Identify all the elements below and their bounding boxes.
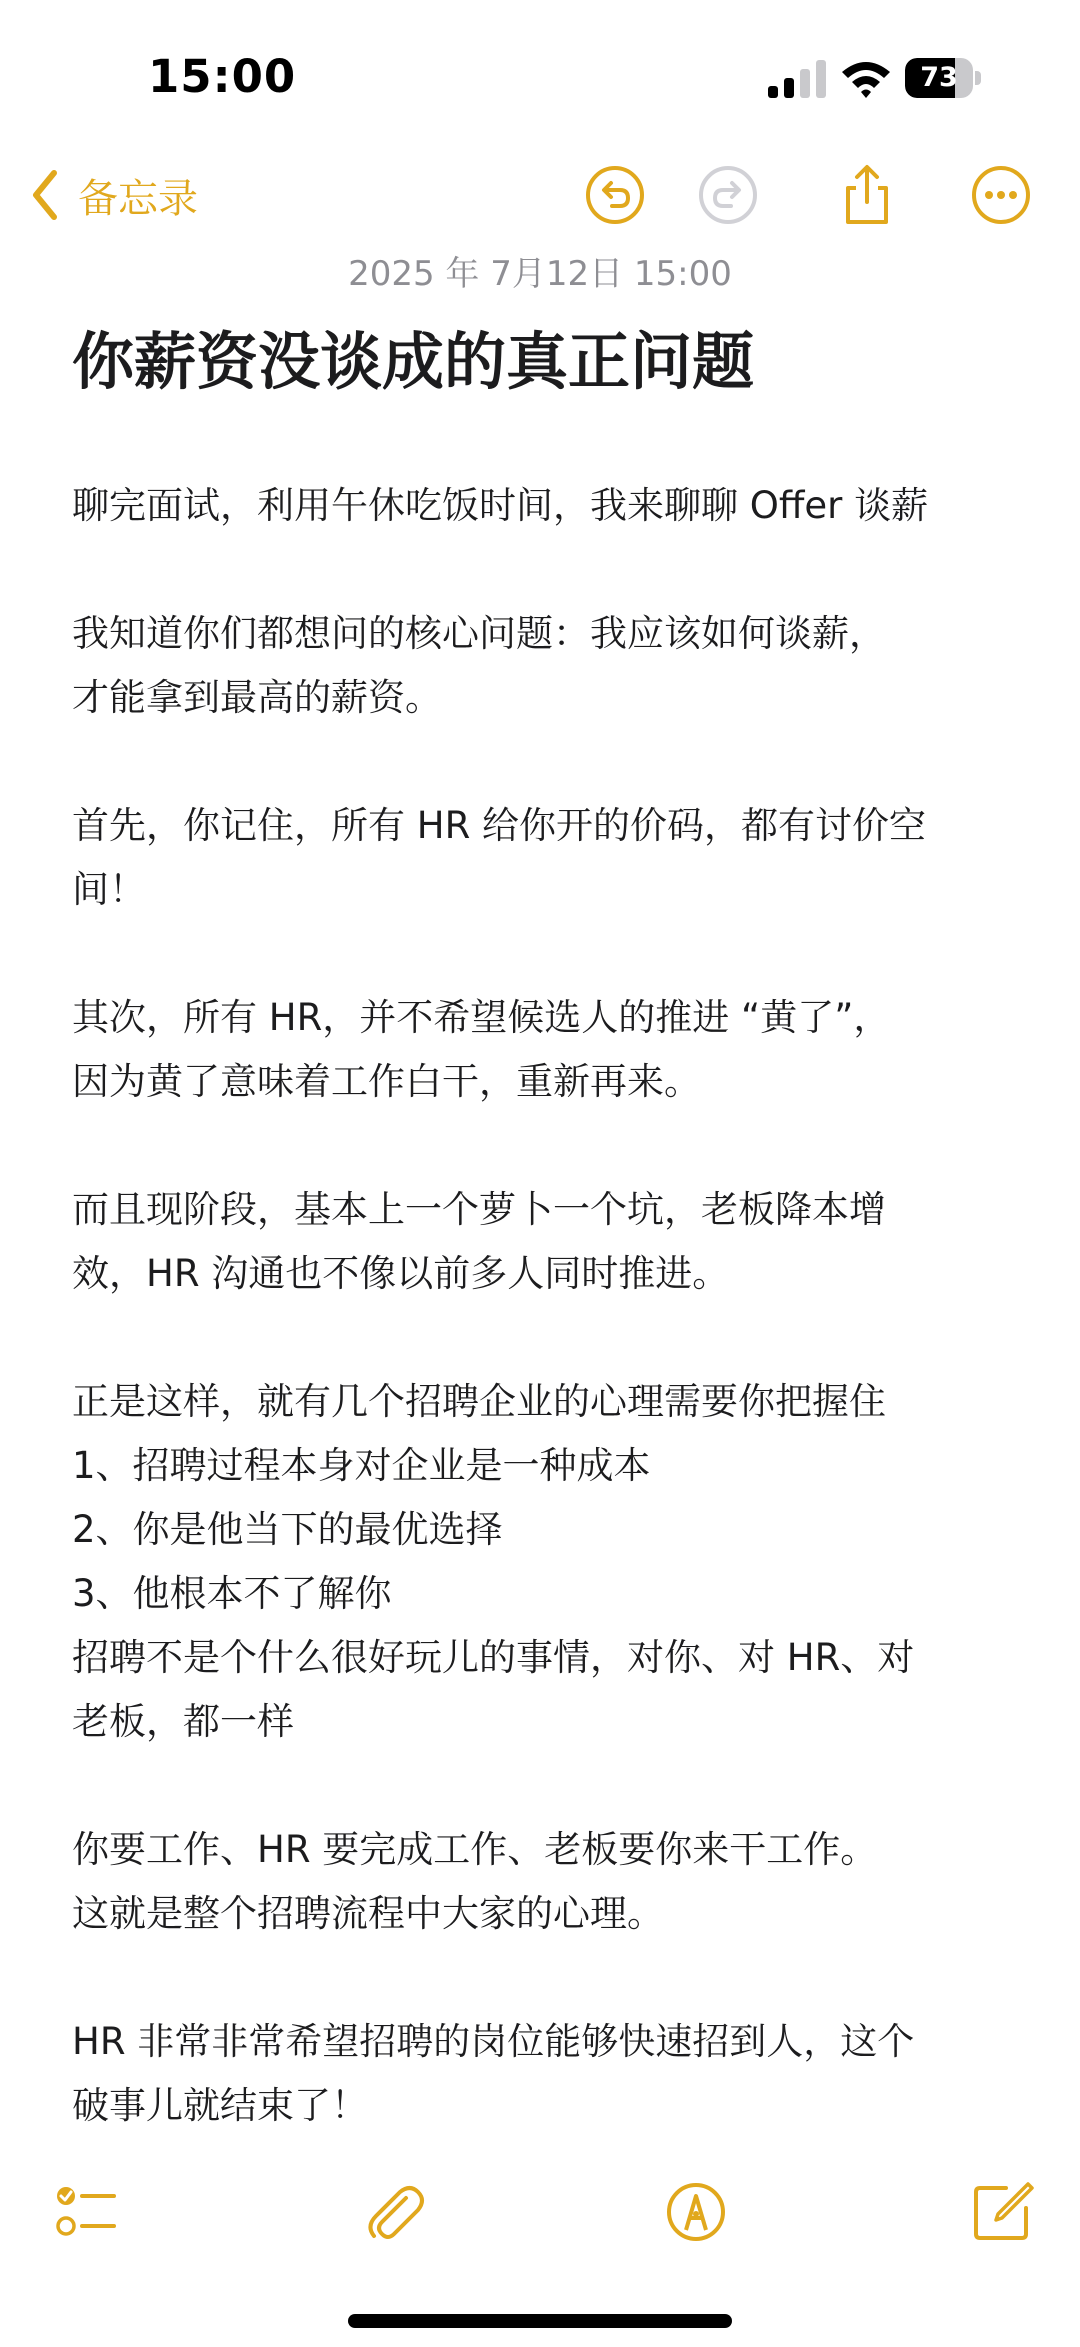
chevron-left-icon [30, 169, 60, 221]
note-body[interactable] [72, 474, 1022, 2138]
back-label: 备忘录 [78, 175, 198, 222]
status-time: 15:00 [148, 50, 297, 103]
back-button[interactable] [30, 165, 198, 225]
nav-bar [0, 150, 1080, 240]
blank-line [72, 1946, 1022, 2010]
blank-line [72, 1306, 1022, 1370]
note-line: 间！ [72, 868, 146, 911]
battery-icon [905, 58, 981, 98]
note-line: HR 非常非常希望招聘的岗位能够快速招到人，这个 [72, 2020, 915, 2063]
note-line: 我知道你们都想问的核心问题：我应该如何谈薪， [72, 612, 886, 655]
blank-line [72, 922, 1022, 986]
checklist-icon[interactable] [54, 2180, 118, 2244]
markup-pen-icon[interactable] [664, 2180, 728, 2244]
blank-line [72, 1754, 1022, 1818]
note-date: 2025 年 7月12日 15:00 [348, 254, 732, 294]
note-line: 而且现阶段，基本上一个萝卜一个坑，老板降本增 [72, 1188, 886, 1231]
note-line: 招聘不是个什么很好玩儿的事情，对你、对 HR、对 [72, 1636, 915, 1679]
bottom-toolbar [0, 2170, 1080, 2250]
blank-line [72, 730, 1022, 794]
status-bar [0, 0, 1080, 150]
undo-icon[interactable] [584, 164, 646, 226]
blank-line [72, 538, 1022, 602]
note-line: 才能拿到最高的薪资。 [72, 676, 442, 719]
note-line: 聊完面试，利用午休吃饭时间，我来聊聊 Offer 谈薪 [72, 484, 929, 527]
compose-icon[interactable] [970, 2180, 1034, 2244]
more-icon[interactable] [970, 164, 1032, 226]
note-line: 你要工作、HR 要完成工作、老板要你来干工作。 [72, 1828, 878, 1871]
note-line: 老板，都一样 [72, 1700, 294, 1743]
share-icon[interactable] [836, 164, 898, 226]
note-line: 首先，你记住，所有 HR 给你开的价码，都有讨价空 [72, 804, 927, 847]
note-line: 这就是整个招聘流程中大家的心理。 [72, 1892, 664, 1935]
note-line: 3、他根本不了解你 [72, 1572, 392, 1615]
note-title[interactable]: 你薪资没谈成的真正问题 [72, 325, 755, 398]
redo-icon[interactable] [697, 164, 759, 226]
note-line: 破事儿就结束了！ [72, 2084, 368, 2127]
wifi-icon [840, 58, 892, 100]
battery-level: 73 [920, 62, 958, 93]
home-indicator [348, 2314, 732, 2328]
note-line: 正是这样，就有几个招聘企业的心理需要你把握住 [72, 1380, 886, 1423]
note-line: 2、你是他当下的最优选择 [72, 1508, 503, 1551]
note-line: 1、招聘过程本身对企业是一种成本 [72, 1444, 651, 1487]
cellular-signal-icon [768, 60, 830, 98]
note-line: 效，HR 沟通也不像以前多人同时推进。 [72, 1252, 730, 1295]
note-line: 其次，所有 HR，并不希望候选人的推进 “黄了”， [72, 996, 891, 1039]
note-line: 因为黄了意味着工作白干，重新再来。 [72, 1060, 701, 1103]
blank-line [72, 1114, 1022, 1178]
paperclip-icon[interactable] [362, 2180, 426, 2244]
